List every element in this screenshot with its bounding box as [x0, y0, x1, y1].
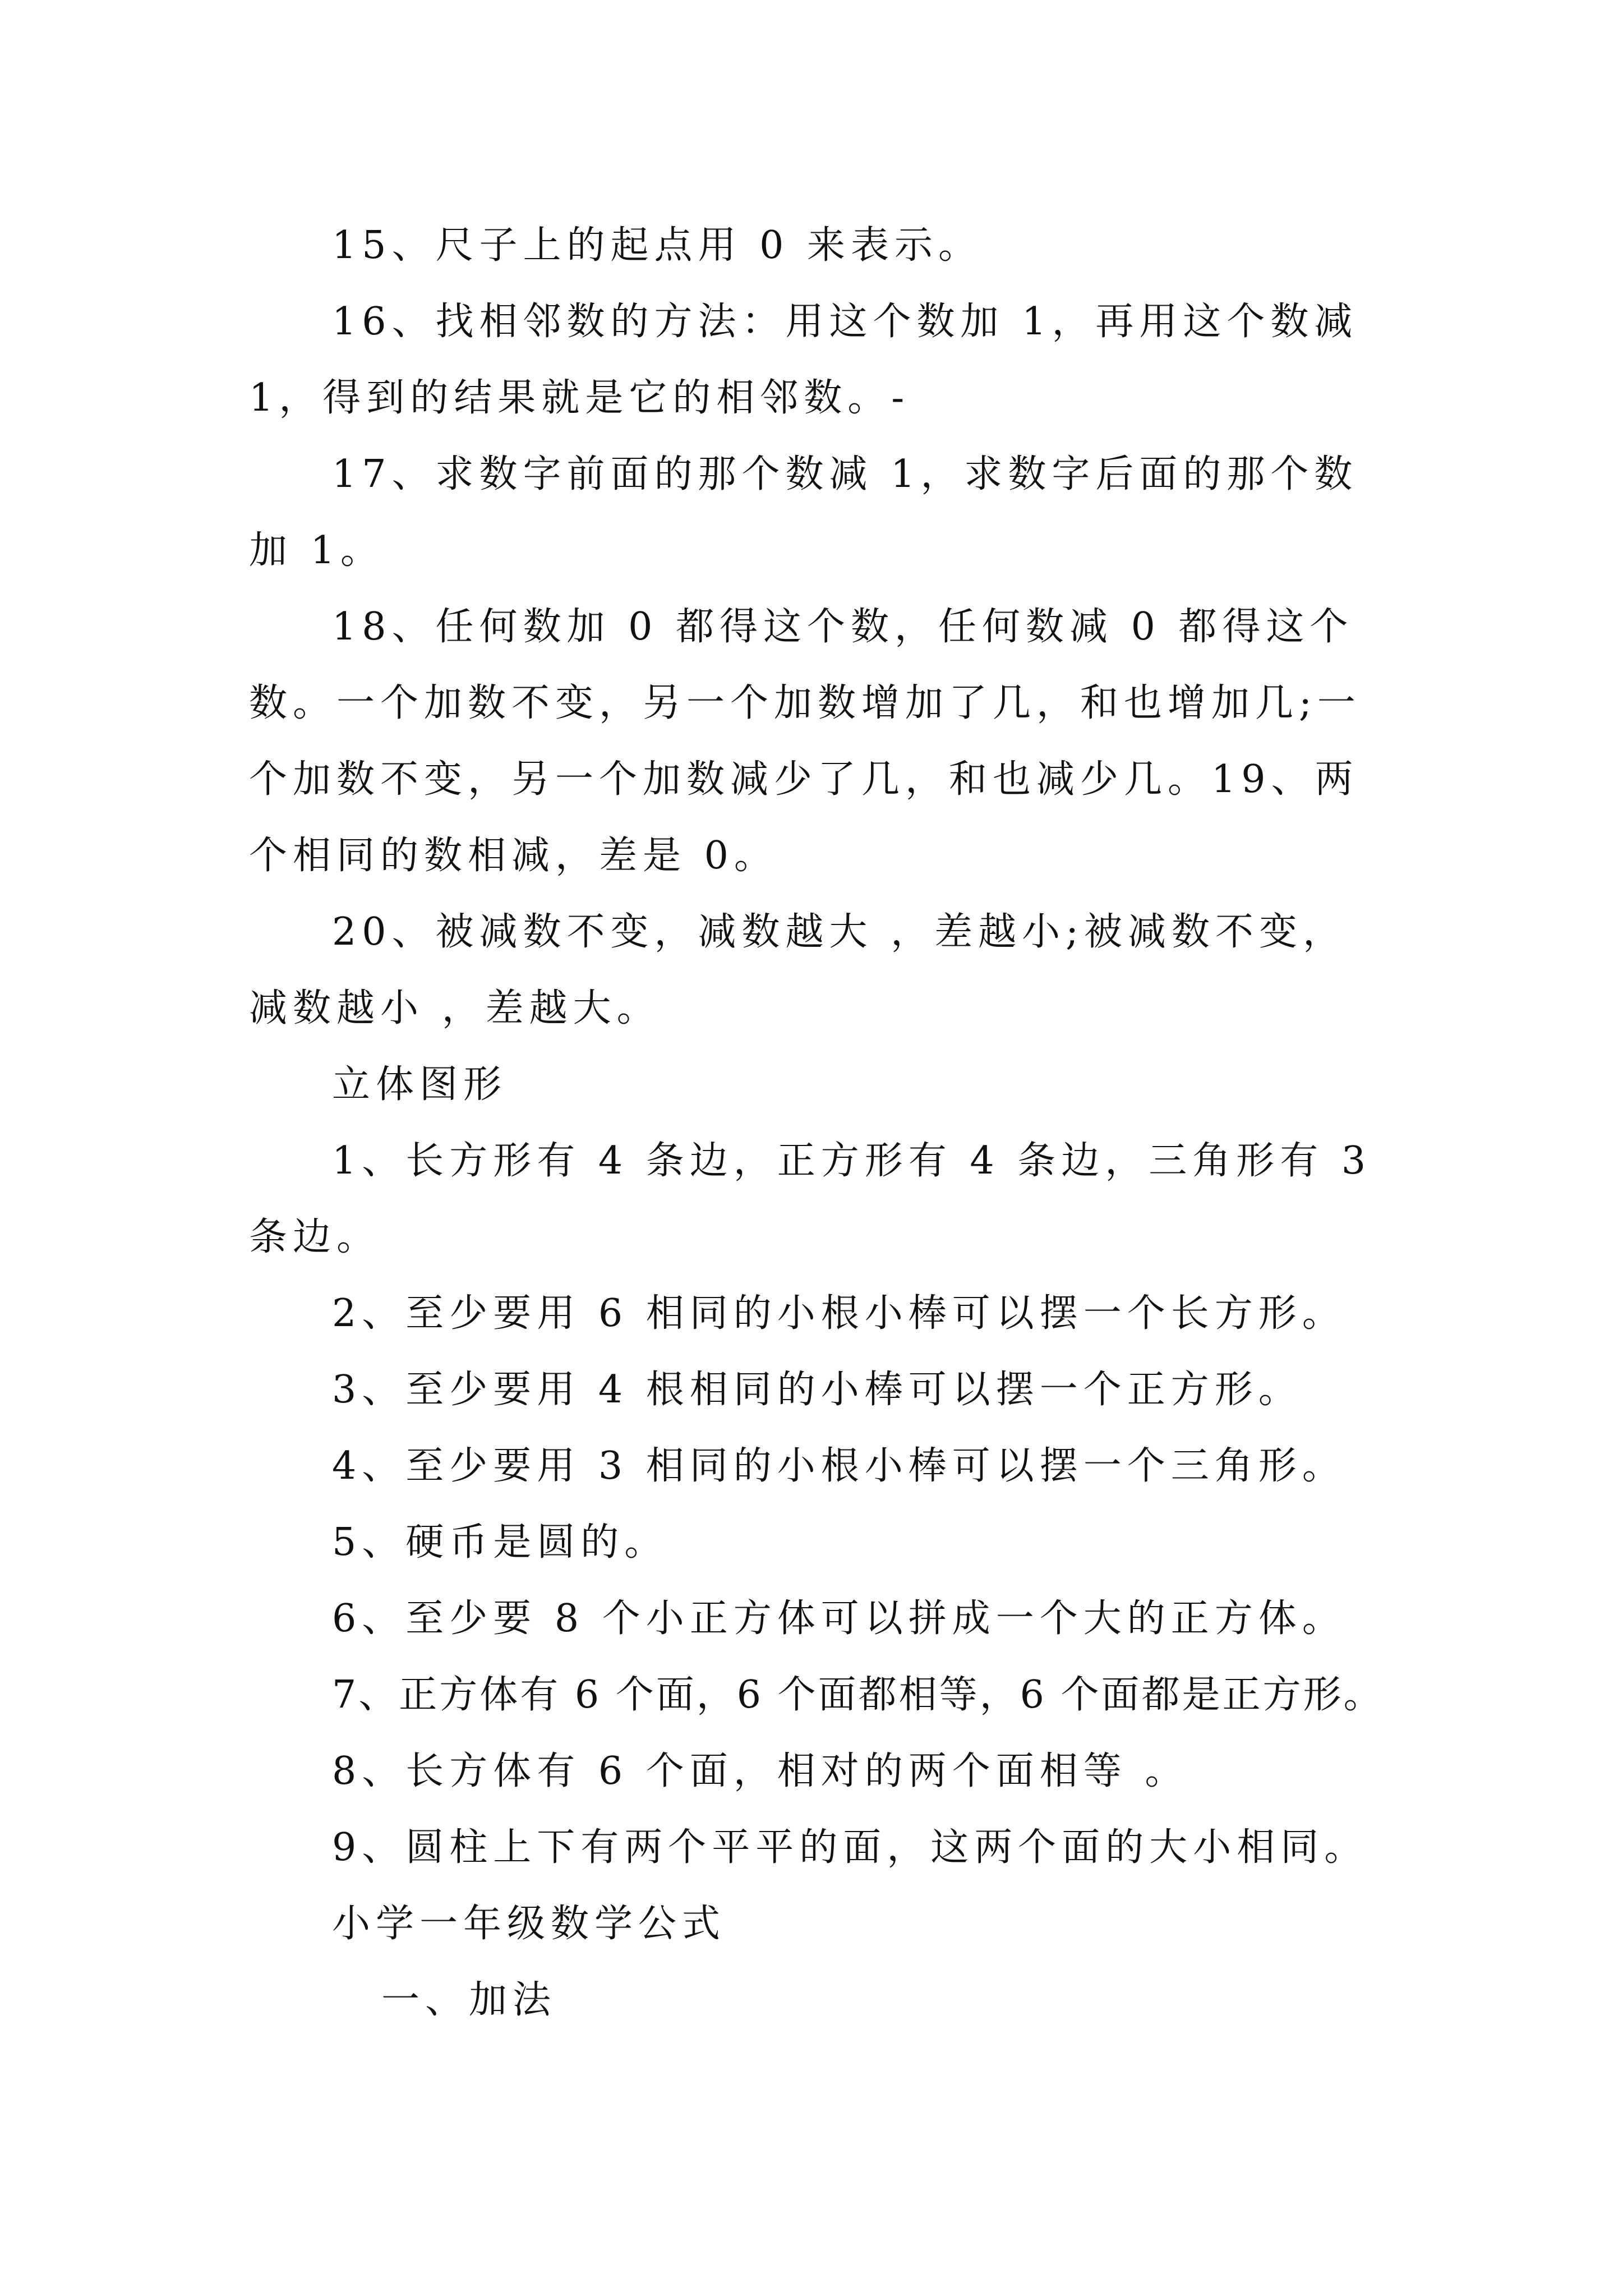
shape-item-3: 3、至少要用 4 根相同的小棒可以摆一个正方形。 [332, 1368, 1302, 1412]
shape-item-7: 7、正方体有 6 个面，6 个面都相等，6 个面都是正方形。 [332, 1673, 1384, 1717]
paragraph-17: 17、求数字前面的那个数减 1，求数字后面的那个数加 1。 [249, 452, 1358, 573]
shape-item-2: 2、至少要用 6 相同的小根小棒可以摆一个长方形。 [332, 1291, 1346, 1336]
paragraph-20: 20、被减数不变，减数越大 ，差越小;被减数不变，减数越小 ，差越大。 [249, 910, 1347, 1030]
shape-item-4: 4、至少要用 3 相同的小根小棒可以摆一个三角形。 [332, 1444, 1346, 1488]
paragraph-18-19: 18、任何数加 0 都得这个数，任何数减 0 都得这个数。一个加数不变，另一个加数增加了几，和也增加几;一个加数不变，另一个加数减少了几，和也减少几。19、两个相同的数相减，差是 0。 [249, 605, 1361, 878]
shape-item-1: 1、长方形有 4 条边，正方形有 4 条边，三角形有 3 条边。 [249, 1139, 1372, 1259]
shape-item-9: 9、圆柱上下有两个平平的面，这两个面的大小相同。 [332, 1825, 1368, 1870]
shape-item-6: 6、至少要 8 个小正方体可以拼成一个大的正方体。 [332, 1596, 1346, 1641]
document-body [249, 208, 1382, 2039]
formula-heading: 小学一年级数学公式 [332, 1902, 726, 1946]
paragraph-15: 15、尺子上的起点用 0 来表示。 [332, 223, 983, 268]
shape-item-8: 8、长方体有 6 个面，相对的两个面相等 。 [332, 1749, 1189, 1793]
section-title: 立体图形 [332, 1062, 508, 1107]
shape-item-5: 5、硬币是圆的。 [332, 1520, 668, 1565]
formula-subheading: 一、加法 [381, 1978, 557, 2022]
paragraph-16: 16、找相邻数的方法：用这个数加 1，再用这个数减 1，得到的结果就是它的相邻数。- [249, 300, 1358, 420]
